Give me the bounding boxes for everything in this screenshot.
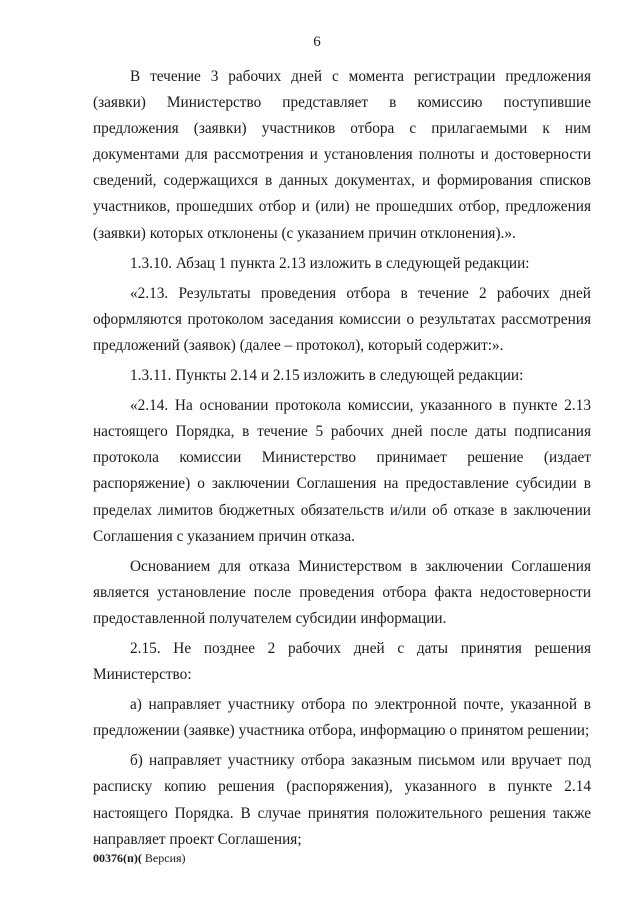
paragraph-3: «2.13. Результаты проведения отбора в течение 2 рабочих дней оформляются протоколом заседания комиссии о результатах рассмотрения предложений (заявок) (далее – протокол), который содержит:». bbox=[93, 284, 591, 354]
footer-version: Версия) bbox=[141, 851, 186, 865]
paragraph-1: В течение 3 рабочих дней с момента регистрации предложения (заявки) Министерство представляет в комиссию поступившие предложения (заявки) участников отбора с прилагаемыми к ним документами для рассмотрения и установления полноты и достоверности сведений, содержащихся в данных документах, и формирования списков участников, прошедших отбор и (или) не прошедших отбор, предложения (заявки) которых отклонены (с указанием причин отклонения).». bbox=[93, 68, 591, 242]
document-body bbox=[93, 64, 591, 857]
document-footer-code bbox=[93, 851, 186, 866]
paragraph-2: 1.3.10. Абзац 1 пункта 2.13 изложить в следующей редакции: bbox=[130, 254, 530, 272]
page-number: 6 bbox=[313, 34, 321, 50]
paragraph-4: 1.3.11. Пункты 2.14 и 2.15 изложить в следующей редакции: bbox=[130, 367, 524, 385]
paragraph-8: а) направляет участнику отбора по электронной почте, указанной в предложении (заявке) участника отбора, информацию о принятом решении; bbox=[93, 696, 591, 740]
paragraph-5: «2.14. На основании протокола комиссии, указанного в пункте 2.13 настоящего Порядка, в течение 5 рабочих дней после даты подписания протокола комиссии Министерство принимает решение (издает распоряжение) о заключении Соглашения на предоставление субсидии в пределах лимитов бюджетных обязательств и/или об отказе в заключении Соглашения с указанием причин отказа. bbox=[93, 397, 591, 545]
paragraph-9: б) направляет участнику отбора заказным письмом или вручает под расписку копию решения (распоряжения), указанного в пункте 2.14 настоящего Порядка. В случае принятия положительного решения также направляет проект Соглашения; bbox=[93, 752, 591, 848]
paragraph-6: Основанием для отказа Министерством в заключении Соглашения является установление после проведения отбора факта недостоверности предоставленной получателем субсидии информации. bbox=[93, 557, 591, 627]
footer-code: 00376(п)( bbox=[93, 851, 142, 865]
paragraph-7: 2.15. Не позднее 2 рабочих дней с даты принятия решения Министерство: bbox=[93, 639, 591, 684]
